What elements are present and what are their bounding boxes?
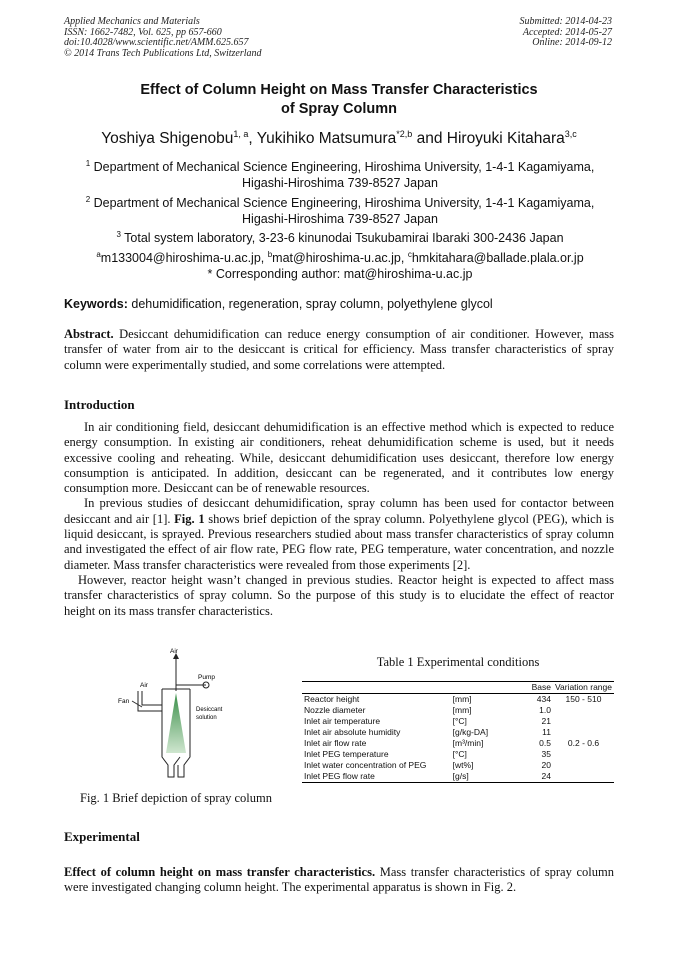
author-name: Hiroyuki Kitahara — [446, 130, 565, 148]
author-name: Yukihiko Matsumura — [256, 130, 397, 148]
table-cell-unit: [°C] — [452, 749, 467, 759]
table-cell-name: Inlet PEG flow rate — [302, 771, 451, 783]
email-sup: b — [267, 250, 273, 259]
abstract-text: Desiccant dehumidification can reduce energy consumption of air conditioner. However, mass transfer of water from air to the desiccant is critical for efficiency. Mass transfer characteristics of spray column were experimentally studied, and some correlations were attempted. — [64, 327, 614, 372]
fig1-ref: Fig. 1 — [174, 511, 205, 526]
author-sep: and — [412, 130, 447, 148]
table-cell-range — [553, 771, 614, 783]
table-header-cell — [451, 682, 510, 694]
table-cell-name: Inlet water concentration of PEG — [304, 760, 427, 770]
affiliation-3 — [70, 227, 610, 246]
table-header-base: Base — [509, 682, 553, 694]
email-sup: a — [96, 250, 101, 259]
affiliation-text: Higashi-Hiroshima 739-8527 Japan — [242, 212, 438, 227]
paper-title — [0, 81, 678, 119]
affiliation-text: Department of Mechanical Science Engineering, Hiroshima University, 1-4-1 Kagamiyama, — [93, 160, 595, 175]
subsection-label: Effect of column height on mass transfer characteristics. — [64, 865, 376, 879]
email-sup: c — [407, 250, 412, 259]
table-cell-unit: [g/s] — [451, 771, 510, 783]
table-cell-unit: [mm] — [452, 694, 472, 704]
introduction-body — [64, 420, 614, 619]
experimental-conditions-table — [302, 681, 614, 783]
intro-paragraph-2 — [64, 496, 614, 572]
table-cell-base: 21 — [541, 716, 551, 726]
affiliation-sup: 2 — [85, 195, 91, 204]
author-list — [0, 129, 678, 148]
table-1-caption: Table 1 Experimental conditions — [376, 655, 540, 669]
table-cell-name: Inlet air flow rate — [304, 738, 367, 748]
label-desiccant-2: solution — [196, 715, 217, 721]
table-row — [302, 749, 614, 760]
table-row — [302, 716, 614, 727]
online-date: Online: 2014-09-12 — [532, 37, 612, 48]
table-cell-range — [553, 705, 614, 716]
section-heading-experimental: Experimental — [64, 829, 140, 844]
doi: doi:10.4028/www.scientific.net/AMM.625.657 — [64, 37, 249, 48]
journal-info — [64, 17, 262, 59]
table-row — [302, 760, 614, 771]
table-cell-name: Reactor height — [304, 694, 360, 704]
spray-cone — [166, 693, 186, 753]
experimental-body — [64, 865, 614, 896]
table-cell-range — [553, 716, 614, 727]
affiliation-text: Total system laboratory, 3-23-6 kinunodai Tsukubamirai Ibaraki 300-2436 Japan — [124, 231, 564, 246]
keywords — [64, 297, 493, 311]
air-inlet-duct — [142, 691, 162, 705]
abstract — [64, 327, 614, 373]
spray-column-figure — [110, 645, 260, 785]
intro-p2-text: shows brief depiction of the spray column. Polyethylene glycol (PEG), which is liquid desiccant, is sprayed. Previous researchers studied about mass transfer characteristics of spray column and investigated the effect of air flow rate, PEG flow rate, PEG temperature, water concentration, and nozzle diameter. Mass transfer characteristics were revealed from those experiments [2]. — [64, 511, 614, 572]
table-cell-range — [553, 727, 614, 738]
label-pump: Pump — [198, 674, 215, 681]
table-header-cell — [302, 682, 451, 694]
pump-line — [176, 685, 206, 691]
table-cell-name: Inlet air temperature — [304, 716, 381, 726]
label-air-top: Air — [170, 648, 178, 655]
author-sep: , — [248, 130, 257, 148]
intro-paragraph-3: However, reactor height wasn’t changed in previous studies. Reactor height is expected to affect mass transfer characteristics of spray column. So the purpose of this study is to elucidate the effect of reactor height on its mass transfer characteristics. — [64, 572, 614, 618]
label-fan: Fan — [118, 698, 130, 705]
table-cell-name: Nozzle diameter — [304, 705, 366, 715]
table-row — [302, 694, 614, 706]
intro-p2-text: In previous studies of desiccant dehumidification, spray column has been used for contactor between desiccant and air [1]. — [64, 496, 614, 526]
table-cell-unit: [°C] — [452, 716, 467, 726]
label-air-in: Air — [140, 682, 148, 689]
table-cell-unit: [m³/min] — [452, 738, 484, 748]
keywords-text: dehumidification, regeneration, spray column, polyethylene glycol — [127, 297, 493, 311]
table-row — [302, 727, 614, 738]
table-cell-range — [553, 760, 614, 771]
email-c[interactable]: hmkitahara@ballade.plala.or.jp — [411, 251, 584, 266]
affiliation-sup: 3 — [116, 230, 121, 239]
table-row — [302, 771, 614, 783]
affiliation-2 — [70, 192, 610, 227]
affiliation-text: Department of Mechanical Science Engineering, Hiroshima University, 1-4-1 Kagamiyama, — [93, 196, 595, 211]
accepted-date: Accepted: 2014-05-27 — [522, 26, 612, 38]
copyright: © 2014 Trans Tech Publications Ltd, Switzerland — [64, 47, 262, 59]
experimental-text: Mass transfer characteristics of spray column were investigated changing column height. The experimental apparatus is shown in Fig. 2. — [64, 865, 615, 895]
abstract-label: Abstract. — [64, 327, 114, 341]
table-row — [302, 738, 614, 749]
affiliation-text: Higashi-Hiroshima 739-8527 Japan — [242, 176, 438, 191]
submitted-date: Submitted: 2014-04-23 — [519, 16, 612, 27]
table-cell-range — [553, 749, 614, 760]
section-heading-introduction: Introduction — [64, 397, 135, 412]
figure-1-caption: Fig. 1 Brief depiction of spray column — [80, 791, 272, 805]
table-cell-base: 1.0 — [539, 705, 551, 715]
table-cell-base: 20 — [541, 760, 551, 770]
email-a[interactable]: m133004@hiroshima-u.ac.jp, — [100, 251, 268, 266]
table-cell-range: 0.2 - 0.6 — [567, 738, 600, 748]
label-desiccant-1: Desiccant — [196, 707, 223, 713]
keywords-label: Keywords: — [64, 297, 128, 311]
author-sup: 3,c — [564, 129, 577, 139]
title-line-1: Effect of Column Height on Mass Transfer Characteristics — [140, 82, 538, 98]
table-header-range: Variation range — [554, 682, 612, 692]
table-cell-name: Inlet PEG temperature — [304, 749, 389, 759]
table-cell-unit: [mm] — [452, 705, 472, 715]
fan-pointer — [132, 701, 142, 707]
affiliation-1 — [70, 156, 610, 191]
email-b[interactable]: mat@hiroshima-u.ac.jp, — [272, 251, 408, 266]
table-row — [302, 705, 614, 716]
title-line-2: of Spray Column — [280, 101, 397, 117]
table-header-row — [302, 682, 614, 694]
table-cell-base: 11 — [542, 727, 551, 737]
table-cell-base: 434 — [536, 694, 551, 704]
table-cell-base: 0.5 — [539, 738, 551, 748]
table-cell-range: 150 - 510 — [565, 694, 602, 704]
author-sup: 1, a — [233, 129, 249, 139]
journal-name: Applied Mechanics and Materials — [64, 16, 200, 27]
table-cell-unit: [g/kg-DA] — [452, 727, 489, 737]
table-cell-unit: [wt%] — [452, 760, 474, 770]
intro-paragraph-1: In air conditioning field, desiccant dehumidification is an effective method which is expected to reduce energy consumption. In existing air conditioners, reheat dehumidification scheme is used, but it needs excessive cooling and reheating. While, desiccant dehumidification uses desiccant, therefore low energy consumption is anticipated. In addition, desiccant can be regenerated, and it contributes low energy consumption more. Desiccant can be of renewable resources. — [64, 420, 614, 496]
table-cell-base: 24 — [509, 771, 553, 783]
issn: ISSN: 1662-7482, Vol. 625, pp 657-660 — [64, 26, 222, 38]
author-sup: *2,b — [396, 129, 413, 139]
corresponding-author: * Corresponding author: mat@hiroshima-u.ac.jp — [207, 267, 473, 282]
affiliation-sup: 1 — [85, 159, 91, 168]
author-name: Yoshiya Shigenobu — [101, 130, 234, 148]
email-list — [40, 247, 640, 282]
table-cell-base: 35 — [541, 749, 551, 759]
dates-info — [520, 17, 613, 49]
table-cell-name: Inlet air absolute humidity — [304, 727, 401, 737]
